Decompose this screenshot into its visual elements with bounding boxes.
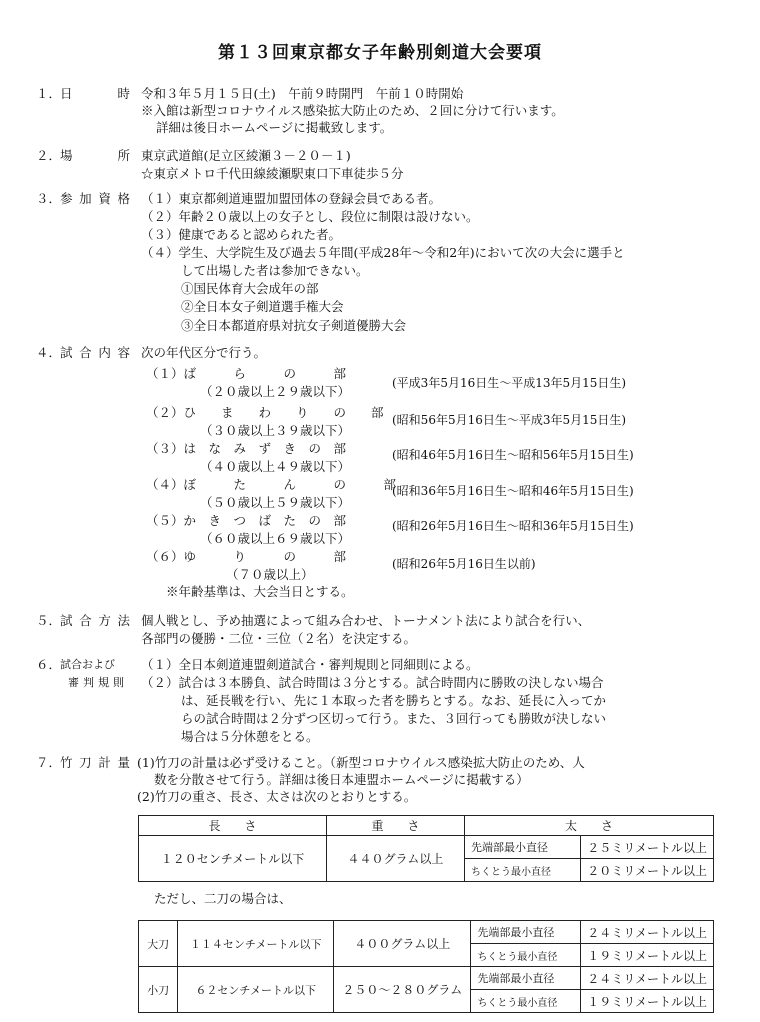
list-item: （１）全日本剣道連盟剣道試合・審判規則と同細則による。 [141, 657, 479, 672]
table-cell-length: １２０センチメートル以下 [139, 836, 327, 882]
list-item: (2)竹刀の重さ、長さ、太さは次のとおりとする。 [137, 789, 417, 804]
list-item: （３）健康であると認められた者。 [141, 227, 342, 242]
table-cell-length: １１４センチメートル以下 [178, 921, 334, 967]
list-item-continued: らの試合時間は２分ずつ区切って行う。また、３回行っても勝敗が決しない [181, 711, 607, 726]
table-cell-value: ２４ミリメートル以上 [581, 921, 714, 944]
division-age: （６０歳以上６９歳以下） [200, 531, 351, 546]
section-label: 日 時 [60, 86, 130, 101]
table-cell-label: ちくとう最小直径 [464, 859, 580, 882]
section-number: ４． [36, 345, 62, 360]
divisions-intro: 次の年代区分で行う。 [141, 345, 267, 360]
table-cell-label: 先端部最小直径 [471, 967, 581, 990]
entry-note: ※入館は新型コロナウイルス感染拡大防止のため、２回に分けて行います。 [141, 103, 564, 118]
list-item: （２）試合は３本勝負、試合時間は３分とする。試合時間内に勝敗の決しない場合 [141, 675, 604, 690]
nitou-note: ただし、二刀の場合は、 [154, 891, 292, 906]
table-cell-value: ２５ミリメートル以上 [581, 836, 714, 859]
section-number: ３． [36, 191, 62, 206]
sub-item: ②全日本女子剣道選手権大会 [181, 299, 344, 314]
section-label: 試合および [60, 658, 115, 671]
list-item-continued: は、延長戦を行い、先に１本取った者を勝ちとする。なお、延長に入ってか [181, 693, 607, 708]
section-label: 試 合 方 法 [60, 613, 130, 628]
date-text: 令和３年５月１５日(土) 午前９時開門 午前１０時開始 [141, 86, 464, 101]
table-cell-weight: ４４０グラム以上 [326, 836, 464, 882]
division-name: （５）か き つ ば た の 部 [146, 513, 347, 528]
detail-note: 詳細は後日ホームページに掲載致します。 [156, 120, 393, 135]
division-age: （２０歳以上２９歳以下） [200, 384, 351, 399]
division-age: （３０歳以上３９歳以下） [200, 423, 351, 438]
division-name: （２）ひ ま わ り の 部 [146, 405, 384, 420]
division-birth-range: (昭和26年5月16日生～昭和36年5月15日生) [392, 519, 634, 533]
table-cell-value: ２０ミリメートル以上 [581, 859, 714, 882]
division-birth-range: (平成3年5月16日生～平成13年5月15日生) [392, 376, 627, 390]
method-text: 各部門の優勝・二位・三位（２名）を決定する。 [141, 631, 417, 646]
division-birth-range: (昭和26年5月16日生以前) [392, 557, 536, 571]
list-item-continued: 場合は５分休憩をとる。 [181, 729, 319, 744]
method-text: 個人戦とし、予め抽選によって組み合わせ、トーナメント法により試合を行い、 [141, 613, 591, 628]
table-cell-label: ちくとう最小直径 [471, 944, 581, 967]
table-cell-label: ちくとう最小直径 [471, 990, 581, 1013]
age-basis-note: ※年齢基準は、大会当日とする。 [166, 584, 354, 599]
section-label: 竹 刀 計 量 [60, 755, 130, 770]
division-age: （７０歳以上） [226, 567, 314, 582]
table-header: 太 さ [464, 816, 713, 836]
list-item: （４）学生、大学院生及び過去５年間(平成28年～令和2年)において次の大会に選手と [141, 245, 625, 260]
table-header: 重 さ [326, 816, 464, 836]
division-birth-range: (昭和56年5月16日生～平成3年5月15日生) [392, 413, 627, 427]
shinai-spec-table [138, 815, 714, 882]
table-cell-value: ２４ミリメートル以上 [581, 967, 714, 990]
table-header: 長 さ [139, 816, 327, 836]
list-item: （２）年齢２０歳以上の女子とし、段位に制限は設けない。 [141, 209, 479, 224]
venue-text: 東京武道館(足立区綾瀬３－２０－１) [141, 148, 351, 163]
division-age: （５０歳以上５９歳以下） [200, 495, 351, 510]
section-label: 試 合 内 容 [60, 345, 130, 360]
table-cell-value: １９ミリメートル以上 [581, 990, 714, 1013]
division-age: （４０歳以上４９歳以下） [200, 459, 351, 474]
section-number: ７． [36, 755, 62, 770]
access-text: ☆東京メトロ千代田線綾瀬駅東口下車徒歩５分 [141, 166, 404, 181]
section-label: 参 加 資 格 [60, 191, 130, 206]
table-cell-value: １９ミリメートル以上 [581, 944, 714, 967]
table-cell-type: 小刀 [139, 967, 178, 1013]
section-number: １． [36, 86, 62, 101]
table-cell-label: 先端部最小直径 [471, 921, 581, 944]
division-birth-range: (昭和36年5月16日生～昭和46年5月15日生) [392, 484, 634, 498]
section-label: 審 判 規 則 [68, 676, 124, 689]
document-title: 第１３回東京都女子年齢別剣道大会要項 [218, 43, 542, 63]
section-number: ５． [36, 613, 62, 628]
division-name: （１）ば ら の 部 [146, 366, 347, 381]
list-item: （１）東京都剣道連盟加盟団体の登録会員である者。 [141, 191, 442, 206]
section-number: ６． [36, 657, 62, 672]
list-item-continued: 数を分散させて行う。詳細は後日本連盟ホームページに掲載する） [154, 772, 529, 787]
division-name: （３）は な み ず き の 部 [146, 441, 347, 456]
table-cell-weight: ４００グラム以上 [334, 921, 471, 967]
sub-item: ③全日本都道府県対抗女子剣道優勝大会 [181, 318, 407, 333]
table-cell-weight: ２５０～２８０グラム [334, 967, 471, 1013]
nitou-spec-table [138, 920, 714, 1013]
table-cell-label: 先端部最小直径 [464, 836, 580, 859]
list-item: (1)竹刀の計量は必ず受けること。（新型コロナウイルス感染拡大防止のため、人 [137, 755, 585, 770]
sub-item: ①国民体育大会成年の部 [181, 281, 319, 296]
list-item-continued: して出場した者は参加できない。 [181, 263, 369, 278]
section-number: ２． [36, 148, 62, 163]
table-cell-type: 大刀 [139, 921, 178, 967]
division-name: （６）ゆ り の 部 [146, 549, 347, 564]
section-label: 場 所 [60, 148, 130, 163]
division-name: （４）ぼ た ん の 部 [146, 477, 397, 492]
division-birth-range: (昭和46年5月16日生～昭和56年5月15日生) [392, 448, 634, 462]
table-cell-length: ６２センチメートル以下 [178, 967, 334, 1013]
